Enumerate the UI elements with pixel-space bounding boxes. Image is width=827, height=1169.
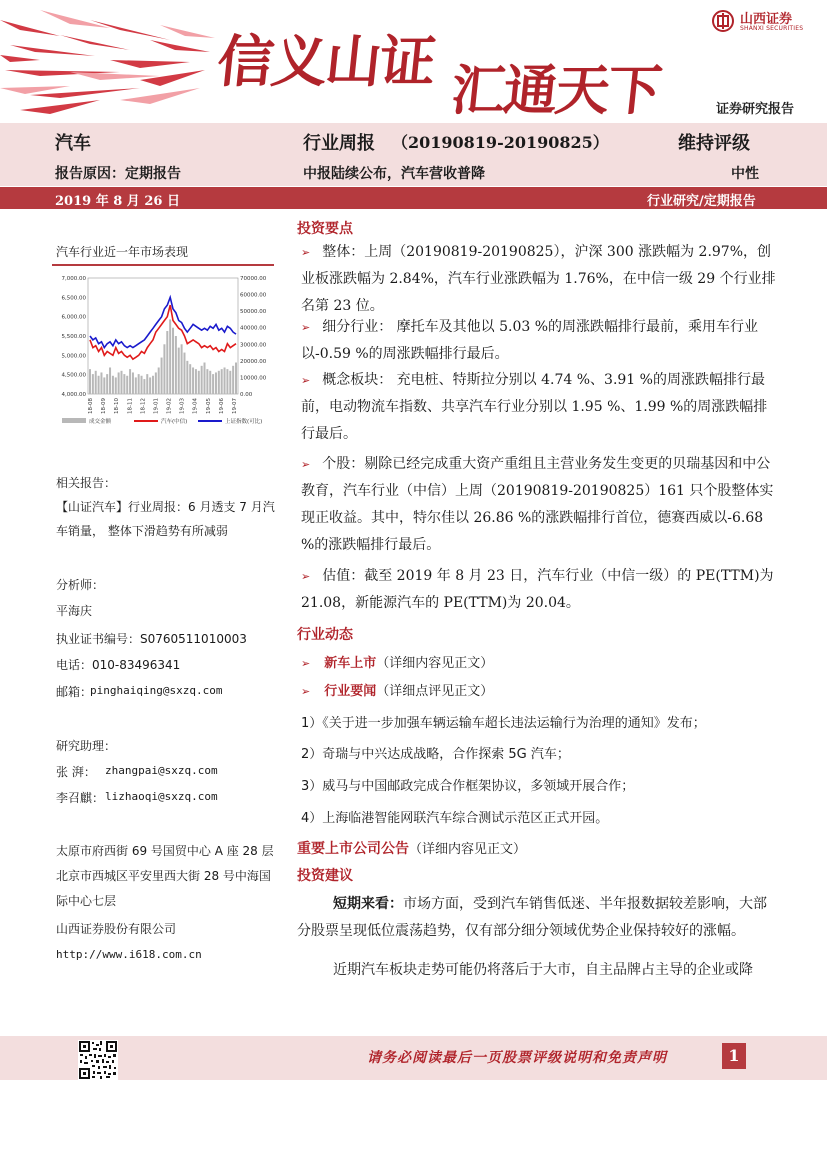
- assistant-1-email[interactable]: zhangpai@sxzq.com: [105, 764, 218, 777]
- volume-bar: [235, 363, 237, 394]
- address-beijing-line-1: 北京市西城区平安里西大街 28 号中海国: [56, 869, 271, 883]
- title-band: [0, 123, 827, 186]
- volume-bar: [135, 377, 137, 394]
- point-valuation-text: 估值：截至 2019 年 8 月 23 日，汽车行业（中信一级）的 PE(TTM)为 21.08，新能源汽车的 PE(TTM)为 20.04。: [301, 568, 774, 611]
- report-tag: 行业研究/定期报告: [647, 194, 756, 209]
- volume-bar: [218, 371, 220, 394]
- announcement-note: （详细内容见正文）: [409, 842, 527, 857]
- industry-name: 汽车: [55, 133, 91, 154]
- volume-bar: [224, 367, 226, 394]
- address-beijing-line-2: 际中心七层: [56, 894, 117, 908]
- point-valuation: [301, 563, 779, 617]
- arrow-bullet-icon: ➢: [301, 570, 311, 583]
- volume-bar: [106, 374, 108, 394]
- news-item: 4）上海临港智能网联汽车综合测试示范区正式开园。: [301, 811, 609, 826]
- y-left-tick-label: 6,500.00: [61, 295, 86, 302]
- volume-bar: [215, 372, 217, 394]
- volume-bar: [132, 372, 134, 394]
- last-line: 近期汽车板块走势可能仍将落后于大市，自主品牌占主导的企业或降: [333, 962, 753, 978]
- logo-cn-text: 山西证券: [740, 12, 793, 27]
- volume-bar: [161, 358, 163, 394]
- volume-bar: [189, 364, 191, 394]
- related-label: 相关报告：: [56, 476, 117, 490]
- news-item: 1）《关于进一步加强车辆运输车超长违法运输行为治理的通知》发布；: [301, 716, 706, 731]
- rating-label: 维持评级: [678, 133, 750, 154]
- volume-bar: [204, 363, 206, 394]
- volume-bar: [95, 371, 97, 394]
- slogan-part-2: 汇通天下: [448, 58, 663, 122]
- analyst-email[interactable]: pinghaiqing@sxzq.com: [90, 684, 223, 697]
- point-subsector-text: 细分行业： 摩托车及其他以 5.03 %的周涨跌幅排行最前，乘用车行业以-0.59 %的周涨跌幅排行最后。: [301, 319, 759, 362]
- new-car-note: （详细内容见正文）: [376, 656, 494, 671]
- volume-bar: [103, 377, 105, 394]
- arrow-bullet-icon: ➢: [301, 321, 311, 334]
- market-performance-chart: [52, 264, 274, 436]
- volume-bar: [155, 372, 157, 394]
- report-headline: 中报陆续公布，汽车营收普降: [303, 166, 485, 182]
- volume-bar: [149, 377, 151, 394]
- report-name: 行业周报: [303, 133, 375, 154]
- point-stocks-text: 个股：剔除已经完成重大资产重组且主营业务发生变更的贝瑞基因和中公教育，汽车行业（中信）上周（20190819-20190825）161 只个股整体实现正收益。其中，特尔佳以 26.86 %的涨跌幅排行首位，德赛西威以-6.68 %的涨跌幅排行最后。: [301, 456, 774, 553]
- volume-bar: [229, 371, 231, 394]
- news-item: 2）奇瑞与中兴达成战略，合作探索 5G 汽车；: [301, 747, 570, 762]
- new-car-line: [301, 652, 493, 671]
- arrow-bullet-icon: ➢: [301, 685, 311, 698]
- volume-bar: [115, 377, 117, 394]
- legend-label: 成交金额: [89, 419, 112, 425]
- volume-bar: [226, 369, 228, 394]
- volume-bar: [112, 376, 114, 394]
- announcement-link[interactable]: 重要上市公司公告: [297, 841, 409, 857]
- volume-bar: [100, 372, 102, 394]
- volume-bar: [92, 374, 94, 394]
- x-tick-label: 18-11: [127, 398, 134, 414]
- x-tick-label: 18-10: [114, 398, 121, 414]
- y-left-tick-label: 7,000.00: [61, 276, 86, 282]
- y-right-tick-label: 60000.00: [240, 292, 267, 299]
- news-link[interactable]: 行业要闻: [324, 684, 377, 699]
- x-tick-label: 19-03: [179, 398, 186, 414]
- address-taiyuan: 太原市府西街 69 号国贸中心 A 座 28 层: [56, 844, 274, 858]
- volume-bar: [178, 348, 180, 394]
- legend-swatch: [62, 418, 86, 423]
- x-tick-label: 18-08: [88, 398, 94, 414]
- volume-bar: [181, 344, 183, 394]
- volume-bar: [118, 372, 120, 394]
- news-item: 3）威马与中国邮政完成合作框架协议，多领域开展合作；: [301, 779, 635, 794]
- x-tick-label: 19-04: [192, 398, 199, 414]
- rating-value: 中性: [731, 166, 759, 182]
- analyst-label: 分析师：: [56, 578, 105, 592]
- volume-bar: [152, 376, 154, 394]
- volume-bar: [209, 371, 211, 394]
- assistant-label: 研究助理：: [56, 739, 117, 753]
- y-left-tick-label: 6,000.00: [61, 314, 86, 321]
- volume-bar: [198, 371, 200, 394]
- section-industry-dynamics: 行业动态: [297, 627, 353, 643]
- assistant-1-name: 张 湃：: [56, 765, 96, 779]
- new-car-link[interactable]: 新车上市: [324, 656, 377, 671]
- volume-bar: [172, 328, 174, 394]
- report-reason: 报告原因：定期报告: [55, 166, 181, 182]
- analyst-license: 执业证书编号：S0760511010003: [56, 632, 247, 646]
- y-right-tick-label: 50000.00: [240, 309, 267, 316]
- volume-bar: [163, 344, 165, 394]
- y-right-tick-label: 0.00: [240, 392, 253, 398]
- y-right-tick-label: 20000.00: [240, 358, 267, 365]
- legend-label: 汽车(中信): [161, 419, 188, 425]
- x-tick-label: 18-09: [101, 398, 108, 414]
- header-banner: [0, 0, 827, 123]
- volume-bar: [183, 353, 185, 394]
- chart-title: 汽车行业近一年市场表现: [56, 245, 189, 259]
- assistant-2-name: 李召麒：: [56, 791, 105, 805]
- company-website[interactable]: http://www.i618.com.cn: [56, 948, 202, 961]
- volume-bar: [158, 367, 160, 394]
- x-tick-label: 19-06: [218, 398, 225, 414]
- volume-bar: [109, 367, 111, 394]
- news-note: （详细点评见正文）: [376, 684, 494, 699]
- y-left-tick-label: 5,000.00: [61, 353, 86, 360]
- arrow-bullet-icon: ➢: [301, 374, 311, 387]
- point-stocks: [301, 451, 779, 559]
- x-tick-label: 19-01: [153, 398, 160, 414]
- x-tick-label: 18-12: [140, 398, 147, 414]
- publish-date: 2019 年 8 月 26 日: [55, 194, 180, 209]
- volume-bar: [175, 336, 177, 394]
- y-left-tick-label: 4,500.00: [61, 372, 86, 379]
- arrow-bullet-icon: ➢: [301, 458, 311, 471]
- volume-bar: [89, 369, 91, 394]
- volume-bar: [212, 374, 214, 394]
- related-report-line-2[interactable]: 车销量， 整体下滑趋势有所减弱: [56, 524, 228, 538]
- x-tick-label: 19-05: [205, 398, 212, 414]
- assistant-2-email[interactable]: lizhaoqi@sxzq.com: [105, 790, 218, 803]
- volume-bar: [201, 366, 203, 394]
- volume-bar: [143, 379, 145, 394]
- volume-bar: [129, 369, 131, 394]
- volume-bar: [186, 361, 188, 394]
- volume-bar: [221, 369, 223, 394]
- volume-bar: [195, 369, 197, 394]
- company-name: 山西证券股份有限公司: [56, 922, 177, 936]
- point-concept: [301, 367, 779, 448]
- y-left-tick-label: 4,000.00: [61, 392, 86, 398]
- logo-en-text: SHANXI SECURITIES: [740, 25, 804, 32]
- short-term-paragraph: [297, 891, 775, 945]
- point-overall: [301, 239, 779, 320]
- short-term-text: 市场方面，受到汽车销售低迷、半年报数据较差影响，大部分股票呈现低位震荡趋势，仅有部分细分领域优势企业保持较好的涨幅。: [297, 896, 767, 939]
- volume-bar: [192, 367, 194, 394]
- volume-bar: [120, 371, 122, 394]
- volume-bar: [123, 374, 125, 394]
- volume-bar: [146, 374, 148, 394]
- point-overall-text: 整体：上周（20190819-20190825），沪深 300 涨跌幅为 2.97%，创业板涨跌幅为 2.84%，汽车行业涨跌幅为 1.76%，在中信一级 29 个行业排名第 23 位。: [301, 244, 776, 314]
- point-subsector: [301, 314, 779, 368]
- news-line: [301, 680, 493, 699]
- volume-bar: [166, 331, 168, 394]
- email-label: 邮箱：: [56, 685, 93, 699]
- y-right-tick-label: 30000.00: [240, 342, 267, 349]
- report-category: 证券研究报告: [716, 102, 795, 117]
- analyst-name: 平海庆: [56, 604, 93, 618]
- section-investment-advice: 投资建议: [297, 868, 353, 884]
- volume-bar: [138, 374, 140, 394]
- volume-bar: [141, 376, 143, 394]
- short-term-label: 短期来看：: [333, 896, 403, 912]
- x-tick-label: 19-02: [166, 398, 173, 414]
- arrow-bullet-icon: ➢: [301, 657, 311, 670]
- y-left-tick-label: 5,500.00: [61, 334, 86, 340]
- announcement-line: [297, 838, 526, 858]
- company-logo: [712, 8, 822, 36]
- point-concept-text: 概念板块： 充电桩、特斯拉分别以 4.74 %、3.91 %的周涨跌幅排行最前，电动物流车指数、共享汽车行业分别以 1.95 %、1.99 %的周涨跌幅排行最后。: [301, 372, 768, 442]
- y-right-tick-label: 70000.00: [240, 276, 267, 282]
- logo-mark-icon: [712, 10, 734, 32]
- x-tick-label: 19-07: [232, 398, 238, 414]
- volume-bar: [98, 376, 100, 394]
- disclaimer-text: 请务必阅读最后一页股票评级说明和免责声明: [367, 1050, 667, 1066]
- volume-bar: [169, 319, 171, 394]
- slogan-part-1: 信义山证: [214, 29, 438, 95]
- volume-bar: [206, 369, 208, 394]
- volume-bar: [126, 376, 128, 394]
- analyst-phone: 电话：010-83496341: [56, 658, 181, 672]
- volume-bar: [232, 366, 234, 394]
- qr-code-icon[interactable]: [78, 1040, 118, 1080]
- y-right-tick-label: 10000.00: [240, 375, 267, 382]
- section-investment-highlights: 投资要点: [297, 221, 353, 237]
- arrow-bullet-icon: ➢: [301, 246, 311, 259]
- y-right-tick-label: 40000.00: [240, 325, 267, 332]
- page-number: 1: [722, 1043, 746, 1069]
- chart-svg: [52, 266, 274, 436]
- related-report-line-1[interactable]: 【山证汽车】行业周报：6 月透支 7 月汽: [56, 500, 275, 514]
- report-date-range: （20190819-20190825）: [392, 133, 609, 152]
- legend-label: 上证指数(可比): [225, 419, 263, 425]
- date-bar: [0, 187, 827, 209]
